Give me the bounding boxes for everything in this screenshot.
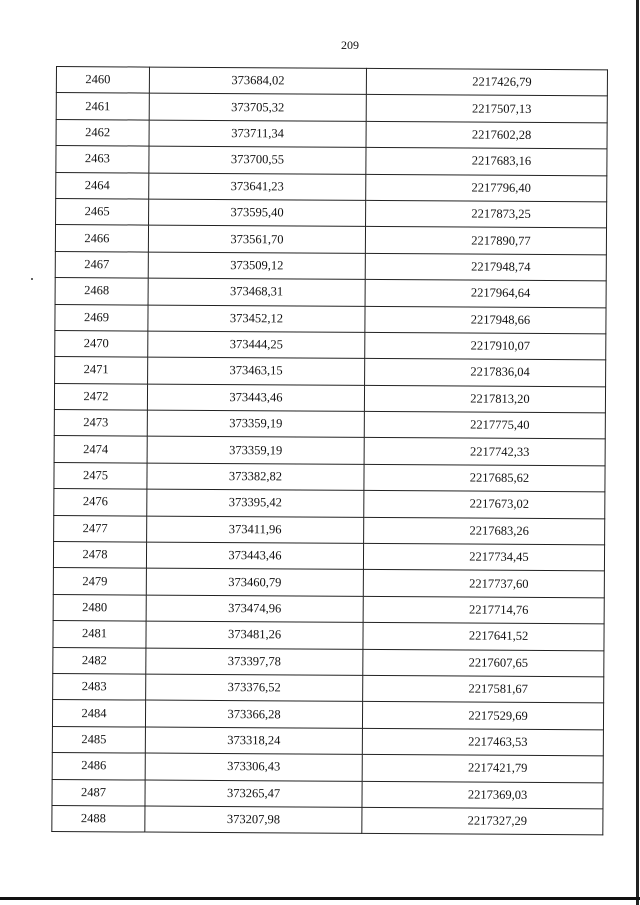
y-coordinate-cell: 2217910,07	[365, 332, 606, 360]
y-coordinate-cell: 2217327,29	[362, 807, 603, 835]
x-coordinate-cell: 373318,24	[145, 727, 362, 755]
y-coordinate-cell: 2217873,25	[366, 200, 607, 228]
table-row	[54, 383, 605, 413]
x-coordinate-cell: 373509,12	[148, 252, 365, 280]
table-row	[52, 805, 603, 835]
y-coordinate-cell: 2217673,02	[364, 491, 605, 519]
table-row	[55, 357, 606, 387]
point-number-cell: 2460	[56, 67, 149, 94]
x-coordinate-cell: 373443,46	[146, 542, 363, 570]
y-coordinate-cell: 2217948,74	[365, 253, 606, 281]
scan-edge-right	[636, 0, 639, 905]
table-row	[54, 515, 605, 545]
point-number-cell: 2488	[52, 805, 145, 832]
point-number-cell: 2469	[55, 304, 148, 331]
table-row	[54, 436, 605, 466]
table-row	[56, 146, 607, 176]
point-number-cell: 2476	[54, 489, 147, 516]
y-coordinate-cell: 2217737,60	[363, 570, 604, 598]
table-row	[55, 251, 606, 281]
table-row	[53, 542, 604, 572]
y-coordinate-cell: 2217775,40	[364, 411, 605, 439]
y-coordinate-cell: 2217581,67	[363, 675, 604, 703]
y-coordinate-cell: 2217796,40	[366, 174, 607, 202]
point-number-cell: 2472	[54, 383, 147, 410]
y-coordinate-cell: 2217529,69	[362, 702, 603, 730]
page-number: 209	[341, 38, 359, 52]
x-coordinate-cell: 373595,40	[149, 199, 366, 227]
x-coordinate-cell: 373481,26	[146, 621, 363, 649]
point-number-cell: 2477	[54, 515, 147, 542]
x-coordinate-cell: 373474,96	[146, 595, 363, 623]
y-coordinate-cell: 2217890,77	[365, 227, 606, 255]
y-coordinate-cell: 2217463,53	[362, 728, 603, 756]
point-number-cell: 2479	[53, 568, 146, 595]
coordinates-table-container	[51, 66, 608, 836]
table-row	[53, 673, 604, 703]
x-coordinate-cell: 373452,12	[148, 305, 365, 333]
point-number-cell: 2483	[53, 673, 146, 700]
x-coordinate-cell: 373359,19	[147, 410, 364, 438]
y-coordinate-cell: 2217734,45	[363, 543, 604, 571]
x-coordinate-cell: 373443,46	[147, 384, 364, 412]
point-number-cell: 2465	[56, 198, 149, 225]
y-coordinate-cell: 2217714,76	[363, 596, 604, 624]
x-coordinate-cell: 373376,52	[146, 674, 363, 702]
point-number-cell: 2485	[52, 726, 145, 753]
table-row	[52, 753, 603, 783]
table-row	[55, 225, 606, 255]
x-coordinate-cell: 373684,02	[149, 67, 366, 95]
table-row	[52, 779, 603, 809]
table-row	[56, 93, 607, 123]
point-number-cell: 2471	[55, 357, 148, 384]
table-row	[53, 647, 604, 677]
point-number-cell: 2478	[53, 542, 146, 569]
x-coordinate-cell: 373700,55	[149, 146, 366, 174]
y-coordinate-cell: 2217507,13	[366, 95, 607, 123]
point-number-cell: 2487	[52, 779, 145, 806]
scan-edge-bottom	[0, 897, 640, 900]
point-number-cell: 2475	[54, 462, 147, 489]
x-coordinate-cell: 373463,15	[148, 357, 365, 385]
y-coordinate-cell: 2217426,79	[366, 68, 607, 96]
point-number-cell: 2470	[55, 330, 148, 357]
point-number-cell: 2486	[52, 753, 145, 780]
y-coordinate-cell: 2217421,79	[362, 755, 603, 783]
y-coordinate-cell: 2217369,03	[362, 781, 603, 809]
x-coordinate-cell: 373705,32	[149, 93, 366, 121]
coordinates-table	[51, 66, 608, 836]
y-coordinate-cell: 2217964,64	[365, 280, 606, 308]
point-number-cell: 2464	[56, 172, 149, 199]
table-row	[55, 278, 606, 308]
point-number-cell: 2473	[54, 410, 147, 437]
point-number-cell: 2482	[53, 647, 146, 674]
y-coordinate-cell: 2217836,04	[365, 359, 606, 387]
point-number-cell: 2463	[56, 146, 149, 173]
y-coordinate-cell: 2217813,20	[364, 385, 605, 413]
stray-mark	[31, 278, 33, 280]
point-number-cell: 2467	[55, 251, 148, 278]
x-coordinate-cell: 373306,43	[145, 753, 362, 781]
table-row	[54, 489, 605, 519]
coordinates-table-body	[52, 67, 608, 836]
table-row	[56, 198, 607, 228]
x-coordinate-cell: 373711,34	[149, 120, 366, 148]
table-row	[53, 568, 604, 598]
table-row	[56, 119, 607, 149]
x-coordinate-cell: 373468,31	[148, 278, 365, 306]
x-coordinate-cell: 373207,98	[145, 806, 362, 834]
x-coordinate-cell: 373444,25	[148, 331, 365, 359]
table-row	[56, 67, 607, 97]
point-number-cell: 2461	[56, 93, 149, 120]
y-coordinate-cell: 2217948,66	[365, 306, 606, 334]
table-row	[55, 304, 606, 334]
x-coordinate-cell: 373395,42	[147, 489, 364, 517]
y-coordinate-cell: 2217683,26	[364, 517, 605, 545]
point-number-cell: 2468	[55, 278, 148, 305]
point-number-cell: 2481	[53, 621, 146, 648]
table-row	[53, 621, 604, 651]
point-number-cell: 2466	[55, 225, 148, 252]
x-coordinate-cell: 373265,47	[145, 780, 362, 808]
y-coordinate-cell: 2217602,28	[366, 121, 607, 149]
table-row	[54, 410, 605, 440]
y-coordinate-cell: 2217683,16	[366, 148, 607, 176]
table-row	[52, 726, 603, 756]
point-number-cell: 2474	[54, 436, 147, 463]
y-coordinate-cell: 2217607,65	[363, 649, 604, 677]
table-row	[52, 700, 603, 730]
x-coordinate-cell: 373397,78	[146, 648, 363, 676]
x-coordinate-cell: 373460,79	[146, 568, 363, 596]
table-row	[53, 594, 604, 624]
point-number-cell: 2480	[53, 594, 146, 621]
table-row	[56, 172, 607, 202]
point-number-cell: 2462	[56, 119, 149, 146]
y-coordinate-cell: 2217742,33	[364, 438, 605, 466]
x-coordinate-cell: 373382,82	[147, 463, 364, 491]
point-number-cell: 2484	[52, 700, 145, 727]
x-coordinate-cell: 373411,96	[147, 516, 364, 544]
y-coordinate-cell: 2217641,52	[363, 623, 604, 651]
x-coordinate-cell: 373641,23	[149, 173, 366, 201]
y-coordinate-cell: 2217685,62	[364, 464, 605, 492]
x-coordinate-cell: 373359,19	[147, 437, 364, 465]
x-coordinate-cell: 373366,28	[145, 700, 362, 728]
x-coordinate-cell: 373561,70	[148, 225, 365, 253]
table-row	[55, 330, 606, 360]
table-row	[54, 462, 605, 492]
